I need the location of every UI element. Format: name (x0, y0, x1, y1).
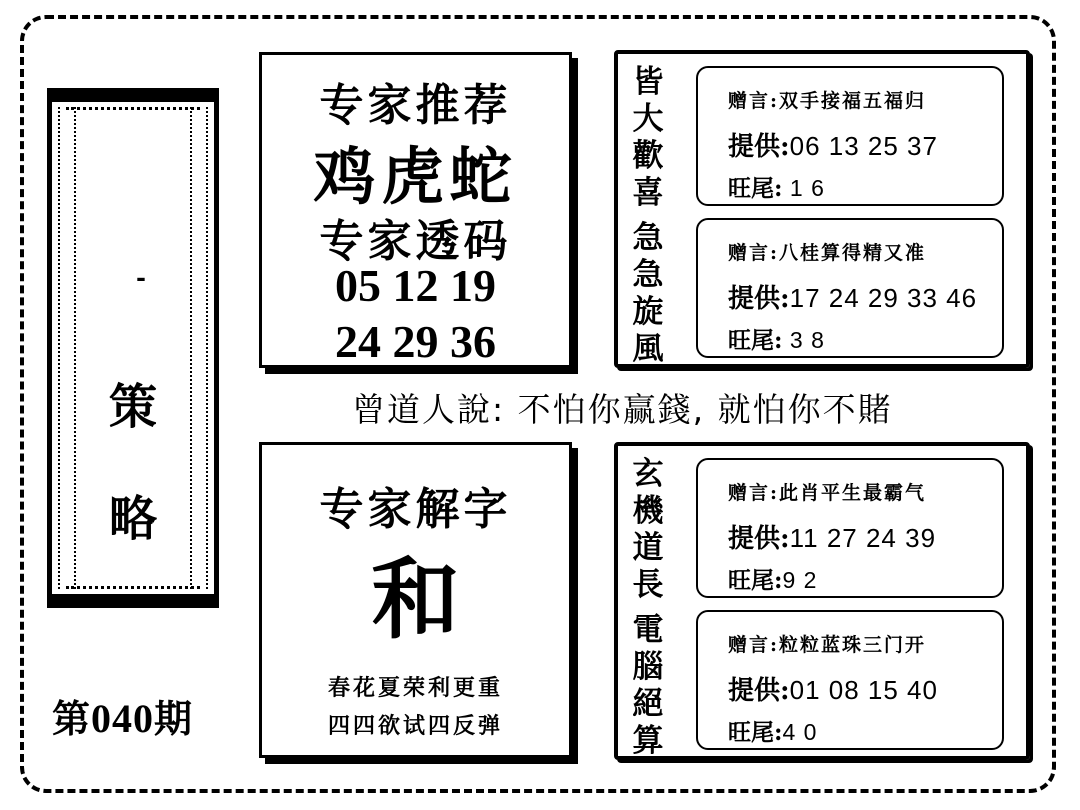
gift-row (728, 478, 926, 505)
scroll-dot: - (136, 263, 146, 292)
tail-row (728, 714, 817, 747)
gift-label: 赠言: (728, 482, 780, 504)
scroll-char-1: 策 (108, 379, 157, 435)
vertical-char: 長 (632, 567, 664, 603)
gift-text: 粒粒蓝珠三门开 (779, 634, 927, 656)
riddle-poem-line-1: 春花夏荣利更重 (327, 675, 503, 701)
tip-card (696, 66, 1004, 206)
riddle-title: 专家解字 (319, 484, 512, 535)
provide-label: 提供: (728, 284, 790, 314)
provide-numbers: 11 27 24 39 (789, 523, 937, 553)
provide-row (728, 670, 938, 707)
gift-label: 赠言: (728, 90, 780, 112)
vertical-char: 算 (632, 723, 664, 759)
recommend-zodiac: 鸡虎蛇 (313, 140, 518, 213)
provide-numbers: 01 08 15 40 (789, 675, 938, 705)
tail-row (728, 562, 817, 595)
scroll-char-2: 略 (108, 491, 157, 547)
gift-text: 双手接福五福归 (779, 90, 927, 112)
vertical-char: 機 (632, 493, 664, 529)
tail-value: 4 0 (782, 719, 818, 745)
vertical-caption-b (628, 220, 668, 368)
riddle-poem-line-2: 四四欲试四反弹 (327, 713, 503, 739)
code-title: 专家透码 (319, 216, 512, 267)
issue-number (52, 688, 193, 743)
expert-recommend-panel (259, 52, 572, 368)
tips-panel-top (614, 50, 1030, 368)
tail-label: 旺尾: (728, 175, 783, 202)
scroll-top-fringe (66, 107, 200, 126)
provide-label: 提供: (728, 132, 790, 162)
gift-label: 赠言: (728, 242, 780, 264)
riddle-hero-char: 和 (371, 547, 460, 651)
tail-value: 1 6 (782, 175, 825, 201)
issue-suffix: 期 (154, 696, 194, 741)
vertical-char: 電 (632, 612, 664, 648)
vertical-char: 喜 (632, 175, 664, 211)
expert-riddle-panel (259, 442, 572, 758)
code-numbers-line-2: 24 29 36 (335, 316, 496, 367)
provide-numbers: 06 13 25 37 (789, 131, 938, 161)
gift-row (728, 630, 926, 657)
tail-row (728, 322, 825, 355)
gift-text: 八桂算得精又准 (779, 242, 927, 264)
provide-label: 提供: (728, 524, 790, 554)
issue-digits: 040 (91, 696, 155, 741)
tail-label: 旺尾: (728, 719, 783, 746)
motto-line: 曾道人說: 不怕你赢錢, 就怕你不賭 (352, 390, 893, 429)
tail-label: 旺尾: (728, 327, 783, 354)
vertical-char: 腦 (632, 649, 664, 685)
vertical-char: 道 (632, 530, 664, 566)
gift-row (728, 238, 926, 265)
vertical-char: 絕 (632, 686, 664, 722)
gift-row (728, 86, 926, 113)
provide-row (728, 126, 938, 163)
code-numbers-line-1: 05 12 19 (335, 260, 496, 311)
decorative-scroll (47, 88, 219, 608)
tail-row (728, 170, 825, 203)
provide-label: 提供: (728, 676, 790, 706)
scroll-top-rod (47, 88, 219, 102)
vertical-caption-a (628, 64, 668, 212)
tip-card (696, 458, 1004, 598)
vertical-char: 歡 (632, 138, 664, 174)
tip-card (696, 610, 1004, 750)
tail-value: 3 8 (782, 327, 825, 353)
tips-panel-bottom (614, 442, 1030, 760)
scroll-bottom-fringe (66, 570, 200, 589)
provide-numbers: 17 24 29 33 46 (789, 283, 978, 313)
tail-value: 9 2 (782, 567, 818, 593)
issue-prefix: 第 (52, 696, 92, 741)
vertical-char: 旋 (632, 294, 664, 330)
provide-row (728, 278, 977, 315)
vertical-char: 急 (632, 257, 664, 293)
provide-row (728, 518, 936, 555)
vertical-caption-b (628, 612, 668, 760)
gift-text: 此肖平生最霸气 (779, 482, 927, 504)
vertical-char: 皆 (632, 64, 664, 100)
vertical-char: 風 (632, 331, 664, 367)
scroll-bottom-rod (47, 594, 219, 608)
tail-label: 旺尾: (728, 567, 783, 594)
recommend-title: 专家推荐 (319, 80, 512, 131)
vertical-char: 玄 (632, 456, 664, 492)
gift-label: 赠言: (728, 634, 780, 656)
vertical-char: 急 (632, 220, 664, 256)
tip-card (696, 218, 1004, 358)
vertical-caption-a (628, 456, 668, 604)
vertical-char: 大 (632, 101, 664, 137)
